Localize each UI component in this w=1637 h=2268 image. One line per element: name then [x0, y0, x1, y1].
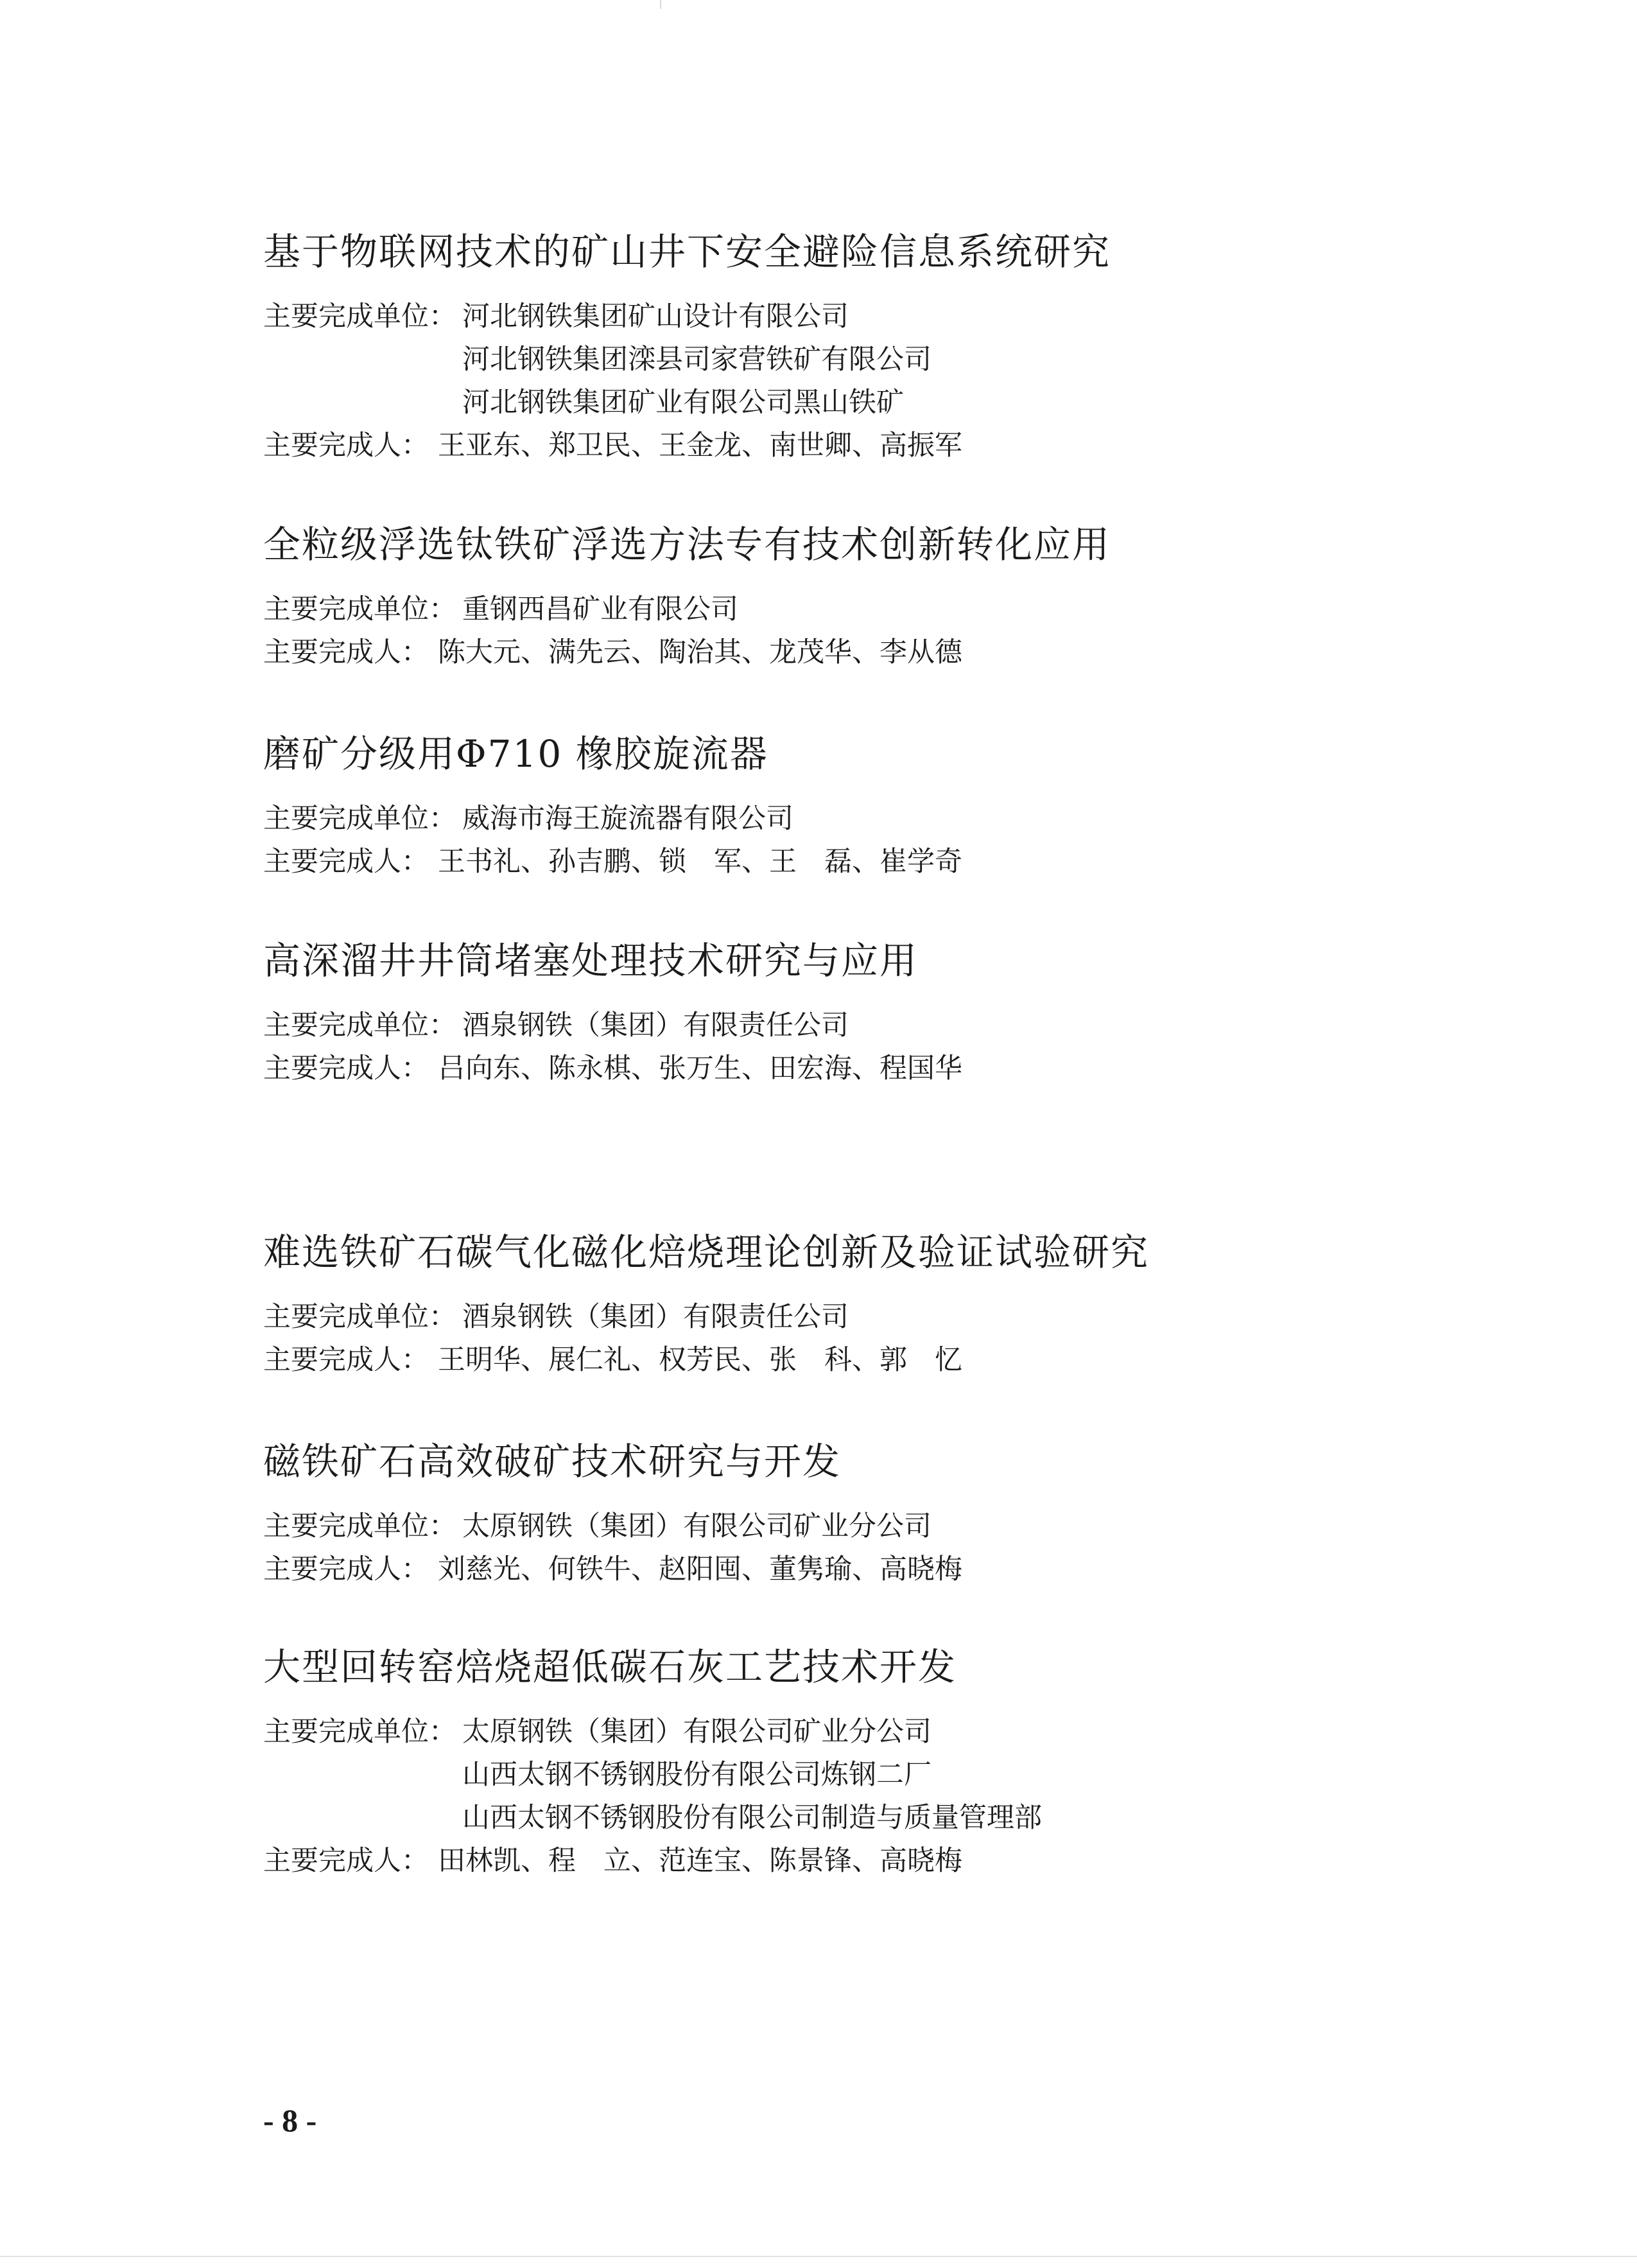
scan-edge-line	[0, 2256, 1637, 2257]
completion-unit: 河北钢铁集团矿业有限公司黑山铁矿	[462, 387, 904, 419]
completion-units-label: 主要完成单位：	[263, 301, 456, 333]
completion-people-row	[263, 424, 1483, 467]
completion-units-label: 主要完成单位：	[263, 1510, 456, 1542]
completion-people-label: 主要完成人：	[263, 1344, 429, 1376]
completion-people: 王亚东、郑卫民、王金龙、南世卿、高振军	[438, 430, 962, 462]
completion-units-row	[263, 1004, 1483, 1047]
completion-units-list	[462, 1296, 849, 1339]
completion-unit: 河北钢铁集团矿山设计有限公司	[462, 301, 849, 333]
project-title: 全粒级浮选钛铁矿浮选方法专有技术创新转化应用	[263, 523, 1111, 566]
completion-units-list	[462, 1004, 849, 1047]
completion-units-row	[263, 798, 1483, 841]
project-title: 大型回转窑焙烧超低碳石灰工艺技术开发	[263, 1645, 957, 1689]
completion-people-row	[263, 841, 1483, 884]
completion-unit: 太原钢铁（集团）有限公司矿业分公司	[462, 1510, 931, 1542]
project-title: 磨矿分级用Φ710 橡胶旋流器	[263, 732, 768, 776]
completion-unit: 太原钢铁（集团）有限公司矿业分公司	[462, 1716, 931, 1748]
project-entry	[263, 728, 1483, 884]
completion-people-label: 主要完成人：	[263, 1553, 429, 1585]
scan-artifact-mark	[660, 0, 661, 9]
completion-units-row	[263, 1296, 1483, 1339]
project-title: 难选铁矿石碳气化磁化焙烧理论创新及验证试验研究	[263, 1230, 1150, 1274]
project-entry	[263, 519, 1483, 674]
completion-units-label: 主要完成单位：	[263, 1716, 456, 1748]
completion-unit: 酒泉钢铁（集团）有限责任公司	[462, 1009, 849, 1042]
completion-units-list	[462, 1711, 1042, 1840]
project-entry	[263, 1641, 1483, 1883]
completion-unit: 重钢西昌矿业有限公司	[462, 593, 738, 625]
completion-people-label: 主要完成人：	[263, 636, 429, 668]
completion-units-label: 主要完成单位：	[263, 1301, 456, 1333]
completion-unit: 河北钢铁集团滦县司家营铁矿有限公司	[462, 344, 931, 376]
completion-units-label: 主要完成单位：	[263, 1009, 456, 1042]
completion-unit: 山西太钢不锈钢股份有限公司炼钢二厂	[462, 1759, 931, 1791]
completion-units-row	[263, 1505, 1483, 1548]
project-entry	[263, 935, 1483, 1090]
completion-units-list	[462, 588, 738, 631]
project-entry	[263, 1226, 1483, 1382]
page-number: - 8 -	[263, 2102, 317, 2138]
completion-people-row	[263, 1339, 1483, 1382]
completion-people-row	[263, 631, 1483, 674]
project-entry	[263, 226, 1483, 467]
completion-people: 王书礼、孙吉鹏、锁 军、王 磊、崔学奇	[438, 846, 962, 878]
completion-people: 陈大元、满先云、陶治其、龙茂华、李从德	[438, 636, 962, 668]
completion-people: 吕向东、陈永棋、张万生、田宏海、程国华	[438, 1052, 962, 1085]
completion-people-row	[263, 1548, 1483, 1591]
project-title: 基于物联网技术的矿山井下安全避险信息系统研究	[263, 230, 1111, 274]
completion-unit: 威海市海王旋流器有限公司	[462, 803, 793, 835]
completion-people: 刘慈光、何铁牛、赵阳囤、董隽瑜、高晓梅	[438, 1553, 962, 1585]
completion-units-list	[462, 798, 793, 841]
completion-people: 王明华、展仁礼、权芳民、张 科、郭 忆	[438, 1344, 962, 1376]
completion-unit: 山西太钢不锈钢股份有限公司制造与质量管理部	[462, 1802, 1042, 1834]
completion-unit: 酒泉钢铁（集团）有限责任公司	[462, 1301, 849, 1333]
project-title: 磁铁矿石高效破矿技术研究与开发	[263, 1440, 842, 1483]
completion-people-label: 主要完成人：	[263, 1845, 429, 1877]
completion-units-row	[263, 588, 1483, 631]
completion-people-label: 主要完成人：	[263, 430, 429, 462]
completion-units-label: 主要完成单位：	[263, 803, 456, 835]
completion-people: 田林凯、程 立、范连宝、陈景锋、高晓梅	[438, 1845, 962, 1877]
completion-people-label: 主要完成人：	[263, 846, 429, 878]
completion-units-list	[462, 1505, 931, 1548]
completion-people-label: 主要完成人：	[263, 1052, 429, 1085]
project-title: 高深溜井井筒堵塞处理技术研究与应用	[263, 939, 919, 982]
completion-units-row	[263, 1711, 1483, 1840]
completion-units-list	[462, 295, 931, 424]
completion-units-row	[263, 295, 1483, 424]
completion-people-row	[263, 1047, 1483, 1090]
project-entry	[263, 1436, 1483, 1591]
completion-people-row	[263, 1840, 1483, 1883]
completion-units-label: 主要完成单位：	[263, 593, 456, 625]
